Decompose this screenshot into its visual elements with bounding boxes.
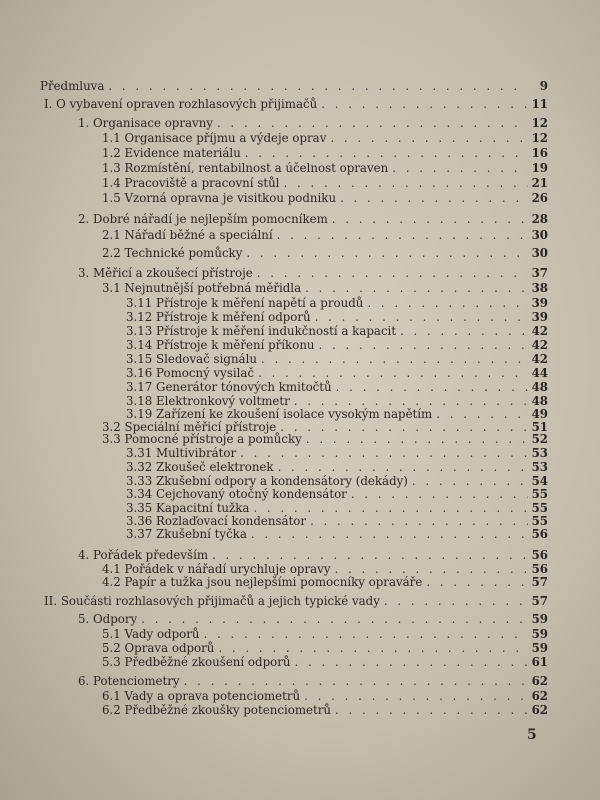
toc-page: 11 [531,97,548,111]
leader-dots [340,191,528,205]
toc-title: 2.1 Nářadí běžné a speciální [102,228,273,242]
toc-page: 57 [531,575,548,589]
leader-dots [367,296,527,310]
toc-page: 12 [531,131,548,145]
toc-entry [102,703,548,717]
toc-page: 51 [531,420,548,434]
toc-entry [102,161,548,175]
toc-page: 62 [531,703,548,717]
toc-entry [44,97,548,111]
toc-entry [126,366,548,380]
toc-entry [126,394,548,408]
toc-entry [102,246,548,260]
leader-dots [204,627,528,641]
leader-dots [330,131,527,145]
toc-page: 55 [531,514,548,528]
toc-entry [78,612,548,626]
toc-page: 48 [531,380,548,394]
toc-page: 62 [531,689,548,703]
toc-title: 3.32 Zkoušeč elektronek [126,460,274,474]
leader-dots [351,487,528,501]
leader-dots [253,501,527,515]
page-number: 5 [527,727,537,743]
toc-title: 3.31 Multivibrátor [126,446,237,460]
toc-title: 1.1 Organisace příjmu a výdeje oprav [102,131,327,145]
toc-title: 3.13 Přístroje k měření indukčností a kapacit [126,324,397,338]
leader-dots [141,612,527,626]
toc-title: 3.19 Zařízení ke zkoušení isolace vysokým napětím [126,407,433,421]
leader-dots [319,338,528,352]
toc-title: 5.2 Oprava odporů [102,641,215,655]
toc-title: 3. Měřicí a zkoušecí přístroje [78,266,253,280]
leader-dots [335,703,528,717]
toc-page: 26 [531,191,548,205]
leader-dots [277,228,528,242]
toc-title: 4.2 Papír a tužka jsou nejlepšími pomocníky opraváře [102,575,423,589]
toc-entry [126,501,548,515]
toc-entry [102,281,548,295]
leader-dots [278,460,528,474]
toc-entry [126,514,548,528]
toc-title: 6.2 Předběžné zkoušky potenciometrů [102,703,331,717]
toc-page: 21 [531,176,548,190]
toc-entry [126,474,548,488]
toc-page: 55 [531,487,548,501]
toc-title: 3.2 Speciální měřicí přístroje [102,420,277,434]
leader-dots [218,641,527,655]
toc-entry [126,380,548,394]
toc-page: 61 [531,655,548,669]
toc-title: 5. Odpory [78,612,138,626]
toc-entry [102,176,548,190]
toc-entry [102,689,548,703]
toc-title: 3.1 Nejnutnější potřebná měřidla [102,281,302,295]
toc-page: 38 [531,281,548,295]
toc-page: 16 [531,146,548,160]
toc-page: 39 [531,310,548,324]
toc-page: 42 [531,352,548,366]
toc-entry [126,324,548,338]
toc-entry [102,641,548,655]
toc-entry [102,131,548,145]
toc-title: 3.36 Rozlaďovací kondensátor [126,514,307,528]
leader-dots [108,79,528,93]
toc-entry [102,575,548,589]
leader-dots [245,146,528,160]
toc-page: 37 [531,266,548,280]
toc-title: 1.5 Vzorná opravna je visitkou podniku [102,191,337,205]
toc-page: 57 [531,594,548,608]
toc-entry [78,116,548,130]
toc-page: 44 [531,366,548,380]
toc-title: 3.17 Generátor tónových kmitočtů [126,380,332,394]
leader-dots [310,514,528,528]
toc-entry [78,548,548,562]
toc-title: 1.2 Evidence materiálu [102,146,241,160]
toc-page: 53 [531,460,548,474]
toc-entry [126,352,548,366]
toc-title: 3.11 Přístroje k měření napětí a proudů [126,296,364,310]
toc-title: 3.18 Elektronkový voltmetr [126,394,290,408]
toc-title: 3.16 Pomocný vysilač [126,366,255,380]
toc-entry [126,296,548,310]
leader-dots [294,655,527,669]
toc-title: 3.33 Zkušební odpory a kondensátory (dekády) [126,474,408,488]
toc-title: 5.1 Vady odporů [102,627,200,641]
toc-title: 3.3 Pomocné přístroje a pomůcky [102,432,302,446]
leader-dots [257,266,528,280]
leader-dots [306,432,528,446]
toc-title: 5.3 Předběžné zkoušení odporů [102,655,291,669]
toc-entry [102,432,548,446]
toc-page: 30 [531,228,548,242]
toc-entry [44,594,548,608]
leader-dots [240,446,527,460]
toc-title: 3.34 Cejchovaný otočný kondensátor [126,487,347,501]
leader-dots [305,281,527,295]
toc-page: 28 [531,212,548,226]
leader-dots [412,474,528,488]
toc-page: 56 [531,527,548,541]
leader-dots [426,575,527,589]
toc-title: 6. Potenciometry [78,674,180,688]
leader-dots [400,324,528,338]
toc-page: 62 [531,674,548,688]
toc-entry [126,338,548,352]
toc-title: 1.4 Pracoviště a pracovní stůl [102,176,280,190]
toc-entry [126,310,548,324]
leader-dots [315,310,528,324]
toc-page: 9 [539,79,548,93]
toc-page: 53 [531,446,548,460]
leader-dots [217,116,528,130]
toc-entry [102,228,548,242]
toc-page: 59 [531,641,548,655]
toc-entry [102,627,548,641]
toc-page: 59 [531,612,548,626]
toc-entry [126,407,548,421]
toc-entry [102,562,548,576]
toc-title: 3.14 Přístroje k měření příkonu [126,338,315,352]
toc-title: 3.15 Sledovač signálu [126,352,257,366]
toc-entry [78,674,548,688]
toc-entry [102,146,548,160]
toc-page: 59 [531,627,548,641]
leader-dots [258,366,528,380]
toc-title: 3.35 Kapacitní tužka [126,501,250,515]
leader-dots [392,161,527,175]
toc-entry [78,266,548,280]
leader-dots [436,407,527,421]
toc-title: Předmluva [40,79,105,93]
leader-dots [246,246,527,260]
toc-title: 4. Pořádek především [78,548,209,562]
toc-page: 39 [531,296,548,310]
toc-entry [102,655,548,669]
toc-entry [126,446,548,460]
toc-page: 30 [531,246,548,260]
toc-entry [126,460,548,474]
toc-title: I. O vybavení opraven rozhlasových přijimačů [44,97,318,111]
toc-page: 19 [531,161,548,175]
leader-dots [212,548,528,562]
toc-title: 6.1 Vady a oprava potenciometrů [102,689,301,703]
toc-page: 49 [531,407,548,421]
leader-dots [304,689,527,703]
toc-title: 3.12 Přístroje k měření odporů [126,310,311,324]
leader-dots [321,97,527,111]
toc-page: 55 [531,501,548,515]
toc-page: 48 [531,394,548,408]
toc-entry [78,212,548,226]
toc-title: 1. Organisace opravny [78,116,213,130]
toc-page: 12 [531,116,548,130]
leader-dots [294,394,528,408]
toc-entry [126,527,548,541]
leader-dots [184,674,528,688]
leader-dots [251,527,528,541]
leader-dots [261,352,528,366]
toc-entry [126,487,548,501]
toc-page: 42 [531,324,548,338]
toc-page: 54 [531,474,548,488]
leader-dots [336,380,528,394]
leader-dots [332,212,528,226]
toc-entry [102,191,548,205]
leader-dots [283,176,527,190]
toc-title: 3.37 Zkušební tyčka [126,527,247,541]
toc-page: 56 [531,548,548,562]
toc-page: 42 [531,338,548,352]
toc-title: 2.2 Technické pomůcky [102,246,243,260]
toc-page: 56 [531,562,548,576]
toc-title: 2. Dobré nářadí je nejlepším pomocníkem [78,212,328,226]
toc-title: 4.1 Pořádek v nářadí urychluje opravy [102,562,331,576]
leader-dots [384,594,528,608]
toc-title: 1.3 Rozmístění, rentabilnost a účelnost opraven [102,161,389,175]
leader-dots [335,562,528,576]
toc-page: 52 [531,432,548,446]
toc-entry [40,79,548,93]
toc-title: II. Součásti rozhlasových přijimačů a jejich typické vady [44,594,380,608]
